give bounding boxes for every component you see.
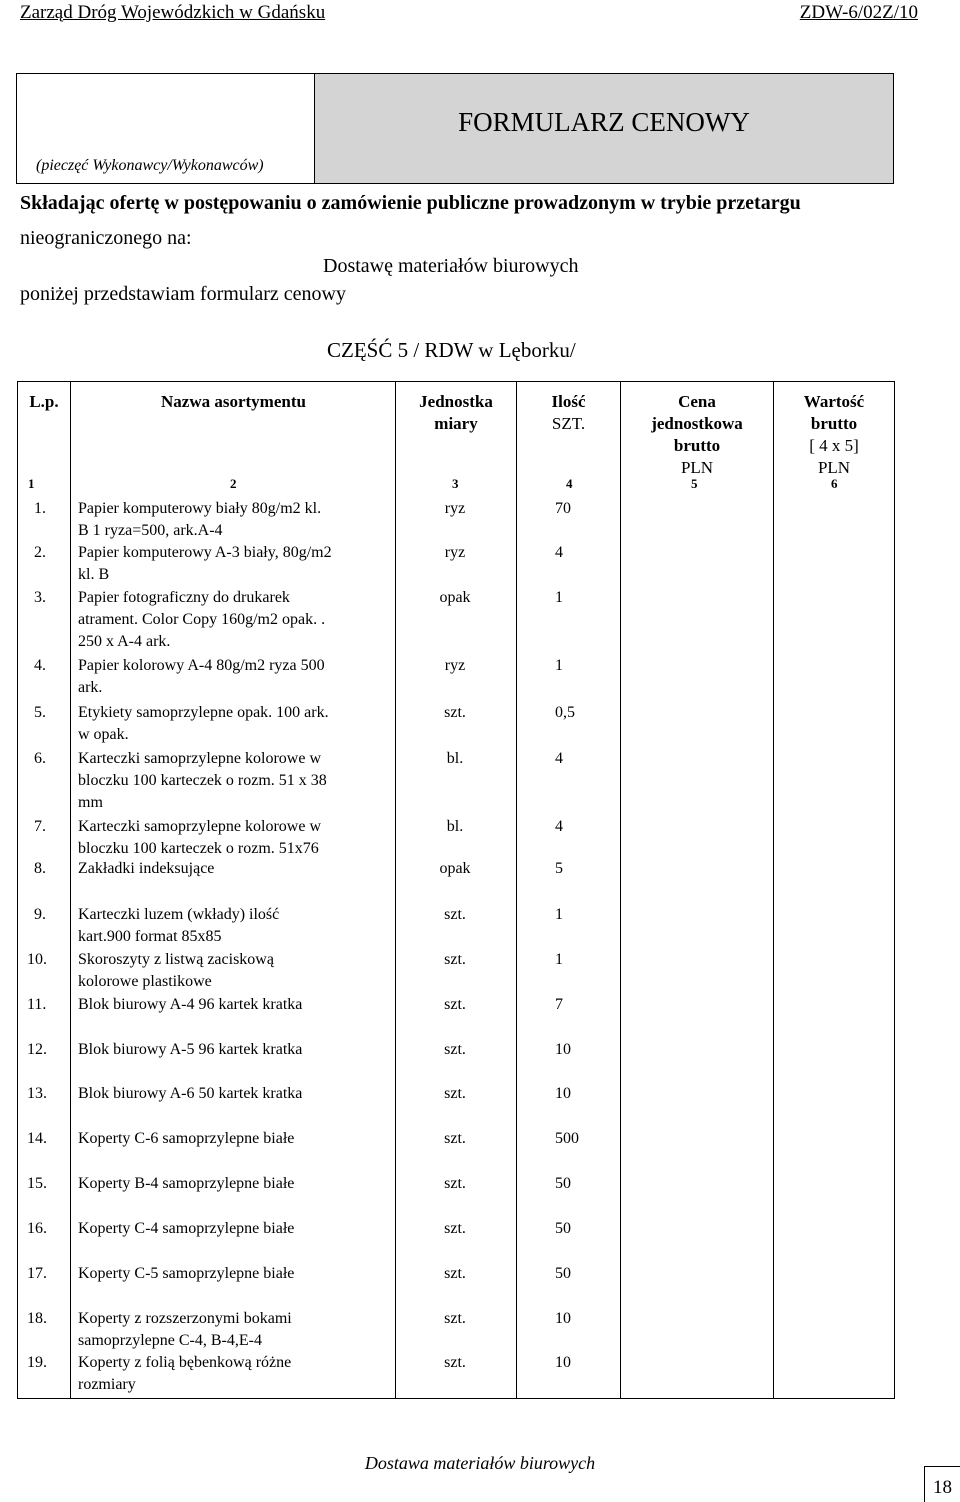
row-quantity: 50 <box>555 1175 571 1192</box>
row-name-line: bloczku 100 karteczek o rozm. 51 x 38 <box>78 772 327 789</box>
row-name <box>78 702 393 746</box>
row-lp: 5. <box>34 704 46 721</box>
row-name <box>78 655 393 699</box>
row-unit: szt. <box>444 1220 466 1237</box>
row-name-line: Skoroszyty z listwą zaciskową <box>78 951 274 968</box>
header-qty: Ilość SZT. <box>551 392 586 433</box>
title-box <box>314 73 894 184</box>
row-name <box>78 587 393 653</box>
row-name-line: kl. B <box>78 566 110 583</box>
row-lp: 13. <box>27 1085 47 1102</box>
row-name-line: ark. <box>78 679 103 696</box>
intro-line-1: Składając ofertę w postępowaniu o zamówienie publiczne prowadzonym w trybie przetargu <box>20 192 801 214</box>
row-name <box>78 1173 393 1195</box>
column-number: 4 <box>566 476 573 491</box>
row-name-line: Papier komputerowy biały 80g/m2 kl. <box>78 500 322 517</box>
row-name <box>78 858 393 880</box>
row-unit: bl. <box>446 818 464 835</box>
row-name-line: Koperty z folią bębenkową różne <box>78 1354 292 1371</box>
row-unit: szt. <box>444 1175 466 1192</box>
row-name-line: B 1 ryza=500, ark.A-4 <box>78 522 223 539</box>
row-unit: szt. <box>444 1354 466 1371</box>
row-name-line: Karteczki samoprzylepne kolorowe w <box>78 818 322 835</box>
row-name-line: Papier kolorowy A-4 80g/m2 ryza 500 <box>78 657 325 674</box>
row-lp: 17. <box>27 1265 47 1282</box>
row-unit: szt. <box>444 704 466 721</box>
table-border-bottom <box>17 1398 895 1399</box>
row-quantity: 50 <box>555 1220 571 1237</box>
table-col-divider <box>395 381 396 1399</box>
row-name-line: Zakładki indeksujące <box>78 860 215 877</box>
row-quantity: 4 <box>555 544 563 561</box>
row-name <box>78 1039 393 1061</box>
row-name-line: Karteczki luzem (wkłady) ilość <box>78 906 280 923</box>
form-title: FORMULARZ CENOWY <box>458 107 750 137</box>
row-unit: ryz <box>444 544 466 561</box>
row-name <box>78 904 393 948</box>
row-lp: 11. <box>27 996 47 1013</box>
row-lp: 1. <box>34 500 46 517</box>
row-name <box>78 816 393 860</box>
row-quantity: 10 <box>555 1085 571 1102</box>
column-number: 3 <box>452 476 459 491</box>
table-border-right <box>894 381 895 1399</box>
row-lp: 7. <box>34 818 46 835</box>
row-name-line: Koperty C-4 samoprzylepne białe <box>78 1220 295 1237</box>
row-quantity: 5 <box>555 860 563 877</box>
header-reference: ZDW-6/02Z/10 <box>799 2 918 23</box>
intro-line-2: nieograniczonego na: <box>20 227 192 249</box>
row-lp: 14. <box>27 1130 47 1147</box>
row-quantity: 1 <box>555 951 563 968</box>
row-quantity: 10 <box>555 1041 571 1058</box>
header-unit: Jednostka miary <box>419 392 493 433</box>
row-name <box>78 1083 393 1105</box>
row-name-line: atrament. Color Copy 160g/m2 opak. . <box>78 611 326 628</box>
row-quantity: 50 <box>555 1265 571 1282</box>
row-unit: szt. <box>444 951 466 968</box>
stamp-label: (pieczęć Wykonawcy/Wykonawców) <box>36 157 264 174</box>
row-name-line: Koperty C-5 samoprzylepne białe <box>78 1265 295 1282</box>
header-unit-price: Cena jednostkowa brutto PLN <box>651 392 743 477</box>
row-quantity: 4 <box>555 818 563 835</box>
row-name <box>78 1263 393 1285</box>
header-lp: L.p. <box>29 392 59 411</box>
row-lp: 6. <box>34 750 46 767</box>
row-quantity: 0,5 <box>555 704 575 721</box>
row-lp: 16. <box>27 1220 47 1237</box>
row-quantity: 500 <box>555 1130 579 1147</box>
table-col-divider <box>516 381 517 1399</box>
row-name <box>78 748 393 814</box>
row-name-line: Koperty B-4 samoprzylepne białe <box>78 1175 295 1192</box>
row-name-line: Blok biurowy A-4 96 kartek kratka <box>78 996 303 1013</box>
header-value: Wartość brutto [ 4 x 5] PLN <box>803 392 865 477</box>
row-unit: szt. <box>444 1265 466 1282</box>
row-name <box>78 994 393 1016</box>
row-name <box>78 1218 393 1240</box>
row-lp: 19. <box>27 1354 47 1371</box>
row-name-line: mm <box>78 794 103 811</box>
row-lp: 8. <box>34 860 46 877</box>
row-name <box>78 949 393 993</box>
row-unit: szt. <box>444 906 466 923</box>
row-name-line: Papier fotograficzny do drukarek <box>78 589 290 606</box>
row-lp: 18. <box>27 1310 47 1327</box>
row-unit: opak <box>439 860 471 877</box>
row-lp: 15. <box>27 1175 47 1192</box>
row-unit: bl. <box>446 750 464 767</box>
row-name-line: Papier komputerowy A-3 biały, 80g/m2 <box>78 544 332 561</box>
row-name-line: Blok biurowy A-5 96 kartek kratka <box>78 1041 303 1058</box>
page-number: 18 <box>924 1466 960 1502</box>
row-unit: szt. <box>444 1130 466 1147</box>
row-name-line: Blok biurowy A-6 50 kartek kratka <box>78 1085 303 1102</box>
column-number: 1 <box>28 476 35 491</box>
row-quantity: 1 <box>555 657 563 674</box>
row-quantity: 7 <box>555 996 563 1013</box>
row-unit: szt. <box>444 996 466 1013</box>
part-title: CZĘŚĆ 5 / RDW w Lęborku/ <box>327 338 576 362</box>
row-name-line: samoprzylepne C-4, B-4,E-4 <box>78 1332 262 1349</box>
table-col-divider <box>773 381 774 1399</box>
row-lp: 12. <box>27 1041 47 1058</box>
row-name-line: kart.900 format 85x85 <box>78 928 222 945</box>
column-number: 6 <box>831 476 838 491</box>
row-unit: szt. <box>444 1085 466 1102</box>
row-name-line: Koperty C-6 samoprzylepne białe <box>78 1130 295 1147</box>
row-quantity: 10 <box>555 1310 571 1327</box>
row-quantity: 10 <box>555 1354 571 1371</box>
row-unit: szt. <box>444 1041 466 1058</box>
row-unit: ryz <box>444 657 466 674</box>
row-quantity: 1 <box>555 906 563 923</box>
header-organization: Zarząd Dróg Wojewódzkich w Gdańsku <box>20 2 326 23</box>
row-name <box>78 1352 393 1396</box>
table-border-left <box>17 381 18 1399</box>
row-name-line: bloczku 100 karteczek o rozm. 51x76 <box>78 840 319 857</box>
intro-line-4: poniżej przedstawiam formularz cenowy <box>20 283 346 305</box>
row-name-line: Karteczki samoprzylepne kolorowe w <box>78 750 322 767</box>
table-border-top <box>17 381 895 382</box>
row-unit: opak <box>439 589 471 606</box>
row-name-line: w opak. <box>78 726 129 743</box>
row-lp: 3. <box>34 589 46 606</box>
column-number: 5 <box>691 476 698 491</box>
row-name <box>78 498 393 542</box>
header-name: Nazwa asortymentu <box>161 392 306 411</box>
column-number: 2 <box>230 476 237 491</box>
row-quantity: 1 <box>555 589 563 606</box>
row-name-line: 250 x A-4 ark. <box>78 633 171 650</box>
row-name-line: Etykiety samoprzylepne opak. 100 ark. <box>78 704 329 721</box>
row-lp: 2. <box>34 544 46 561</box>
row-lp: 4. <box>34 657 46 674</box>
table-col-divider <box>70 381 71 1399</box>
row-name <box>78 1128 393 1150</box>
page-header <box>0 0 960 26</box>
row-name-line: rozmiary <box>78 1376 136 1393</box>
row-name <box>78 542 393 586</box>
row-name-line: Koperty z rozszerzonymi bokami <box>78 1310 292 1327</box>
row-lp: 9. <box>34 906 46 923</box>
row-lp: 10. <box>27 951 47 968</box>
row-quantity: 70 <box>555 500 571 517</box>
footer-title: Dostawa materiałów biurowych <box>364 1453 596 1473</box>
procurement-subject: Dostawę materiałów biurowych <box>323 255 579 277</box>
row-name <box>78 1308 393 1352</box>
row-quantity: 4 <box>555 750 563 767</box>
row-unit: szt. <box>444 1310 466 1327</box>
row-name-line: kolorowe plastikowe <box>78 973 212 990</box>
row-unit: ryz <box>444 500 466 517</box>
table-col-divider <box>620 381 621 1399</box>
